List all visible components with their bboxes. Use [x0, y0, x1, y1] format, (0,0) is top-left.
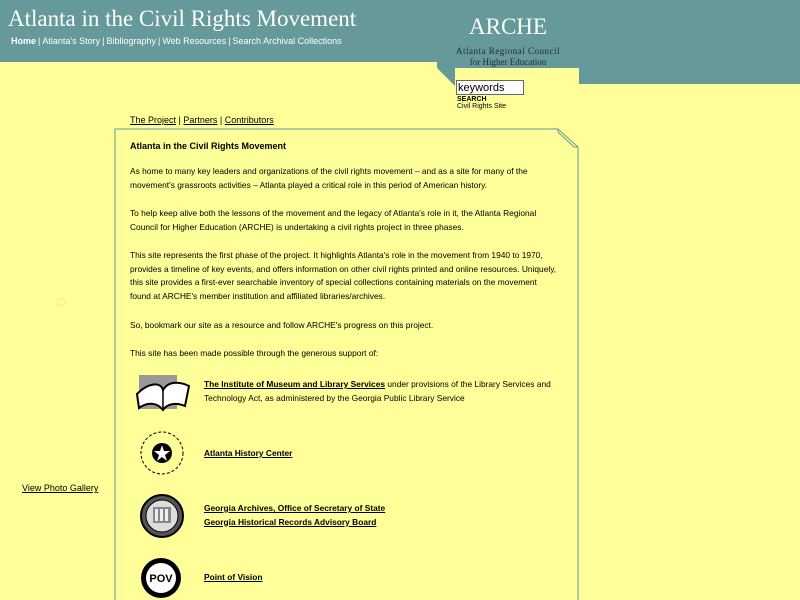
nav-bibliography-link[interactable]: Bibliography: [106, 36, 156, 46]
nav-web-resources-link[interactable]: Web Resources: [162, 36, 227, 46]
sponsor-imls-link[interactable]: The Institute of Museum and Library Services: [204, 379, 386, 389]
subnav-partners-link[interactable]: Partners: [183, 115, 218, 125]
sponsor-georgia-archives-link[interactable]: Georgia Archives, Office of Secretary of State: [204, 503, 386, 513]
arche-logo-word: ARCHE: [469, 14, 547, 39]
arche-logo-line2: for Higher Education: [469, 57, 547, 67]
paragraph-mission: To help keep alive both the lessons of the movement and the legacy of Atlanta's role in it, the Atlanta Regional Council for Higher Education (ARCHE) is undertaking a civil rights project in three phases.: [130, 208, 537, 232]
paragraph-phase: This site represents the first phase of the project. It highlights Atlanta's role in the movement from 1940 to 1970, provides a timeline of key events, and offers information on other civil rights printed and online resources. Uniquely, this site provides a first-ever searchable inventory of special collections containing materials on the movement found at ARCHE's member institution and affiliated libraries/archives.: [130, 250, 557, 301]
sponsor-ghrab-link[interactable]: Georgia Historical Records Advisory Board: [204, 516, 377, 527]
site-title: Atlanta in the Civil Rights Movement: [8, 6, 357, 31]
pov-logo-text: POV: [149, 573, 173, 585]
paragraph-intro: As home to many key leaders and organizations of the civil rights movement – and as a site for many of the movement's grassroots activities – Atlanta played a critical role in this period of American history.: [130, 166, 528, 190]
paragraph-bookmark: So, bookmark our site as a resource and follow ARCHE's progress on this project.: [130, 320, 434, 330]
sponsor-imls-desc: under provisions of the Library Services and Technology Act, as administered by the Georgia Public Library Service: [204, 379, 551, 403]
arche-logo-line1: Atlanta Regional Council: [456, 46, 560, 56]
sponsor-ahc: [204, 447, 559, 461]
view-photo-gallery-link[interactable]: View Photo Gallery: [22, 483, 99, 493]
nav-atlantas-story-link[interactable]: Atlanta's Story: [42, 36, 101, 46]
nav-home-link[interactable]: Home: [11, 36, 37, 46]
sponsor-pov: [204, 571, 559, 585]
top-nav: Home | Atlanta's Story | Bibliography | Web Resources | Search Archival Collections: [11, 36, 342, 46]
sponsor-imls: [204, 378, 559, 405]
search-button[interactable]: SEARCH: [457, 96, 487, 103]
sponsor-pov-link[interactable]: Point of Vision: [204, 572, 263, 582]
subnav-the-project-link[interactable]: The Project: [130, 115, 177, 125]
open-book-icon: [135, 372, 191, 414]
page-title: Atlanta in the Civil Rights Movement: [130, 141, 287, 151]
paragraph-support: This site has been made possible through the generous support of:: [130, 348, 379, 358]
sponsor-georgia-archives: [204, 502, 559, 529]
sub-nav: The Project | Partners | Contributors: [130, 115, 274, 125]
state-of-georgia-seal-icon: [139, 493, 185, 539]
search-scope-label: Civil Rights Site: [457, 103, 507, 110]
atlanta-history-center-seal-icon: [139, 430, 185, 476]
subnav-contributors-link[interactable]: Contributors: [224, 115, 274, 125]
pov-logo-icon: [140, 557, 182, 599]
nav-search-archival-link[interactable]: Search Archival Collections: [232, 36, 342, 46]
sponsor-ahc-link[interactable]: Atlanta History Center: [204, 448, 293, 458]
